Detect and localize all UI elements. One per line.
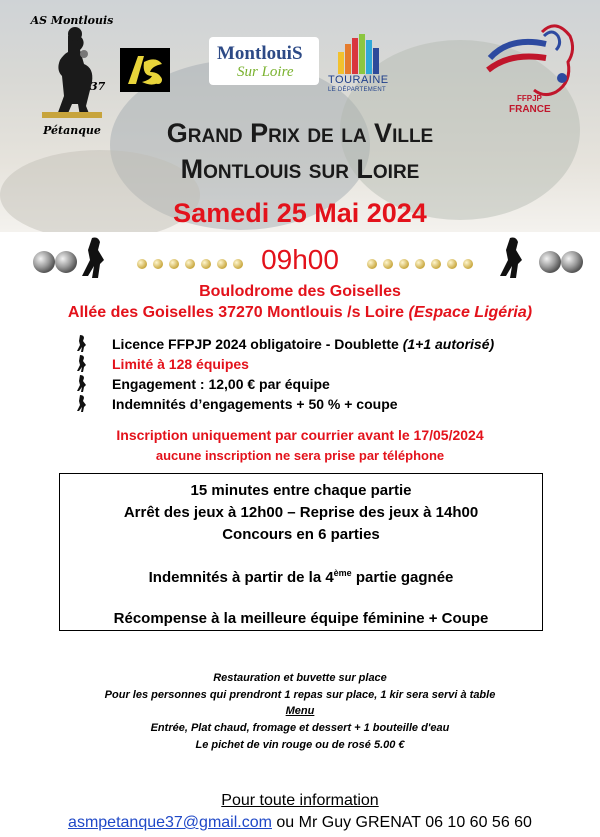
touraine-department-logo [328,34,396,96]
rule-text: Licence FFPJP 2024 obligatoire - Doublette [112,336,399,352]
schedule-break: Arrêt des jeux à 12h00 – Reprise des jeux à 14h00 [123,504,479,521]
schedule-rounds: Concours en 6 parties [222,526,380,543]
rule-text: Engagement : 12,00 € par équipe [112,376,330,392]
prize-rule-start: Indemnités à partir de la 4 [148,569,334,586]
wine-price: Le pichet de vin rouge ou de rosé 5.00 € [195,739,405,751]
rule-item [74,394,544,414]
menu-content: Entrée, Plat chaud, fromage et dessert + 1 bouteille d'eau [150,722,450,734]
prize-rule-ordinal: ème [333,568,352,578]
contact-separator: ou [276,814,295,831]
asp-black-logo [120,48,170,92]
contact-title: Pour toute information [221,792,379,809]
rule-text: Limité à 128 équipes [112,356,249,372]
club-logo-number: 37 [90,80,106,93]
rule-item [74,354,544,374]
event-date: Samedi 25 Mai 2024 [173,198,427,228]
contact-person: Mr Guy GRENAT 06 10 60 56 60 [298,814,532,831]
rules-list [74,334,544,414]
ffpjp-logo-name: FFPJP [517,94,542,103]
no-phone-notice: aucune inscription ne sera prise par téléphone [155,448,445,463]
registration-notice: Inscription uniquement par courrier avant le 17/05/2024 [116,427,484,443]
ffpjp-logo-country: FRANCE [509,104,551,115]
player-bullet-icon [74,375,90,393]
venue-name: Boulodrome des Goiselles [199,283,401,300]
schedule-women-award: Récompense à la meilleure équipe féminine + Coupe [113,610,489,627]
city-logo-name: MontlouiS [217,43,303,64]
club-logo-name-top: AS Montlouis [30,14,114,27]
player-bullet-icon [74,355,90,373]
event-title-line2: Montlouis sur Loire [180,154,420,184]
rule-item [74,374,544,394]
schedule-box [59,473,543,631]
ffpjp-federation-logo [484,18,580,122]
venue-address: Allée des Goiselles 37270 Montlouis /s Loire [67,304,405,321]
montlouis-city-logo [209,37,319,85]
rule-item [74,334,544,354]
player-bullet-icon [74,395,90,413]
prize-rule-end: partie gagnée [351,569,454,586]
catering-info: Restauration et buvette sur place [213,672,387,684]
contact-line [0,814,600,832]
touraine-logo-subtitle: LE DÉPARTEMENT [328,87,386,93]
schedule-prize-rule [60,568,542,586]
rule-text: Indemnités d’engagements + 50 % + coupe [112,396,398,412]
venue-address-line [0,304,600,322]
event-title-line1: Grand Prix de la Ville [166,118,434,148]
venue-address-note: (Espace Ligéria) [408,304,533,321]
event-start-time: 09h00 [261,244,339,275]
city-logo-subtitle: Sur Loire [237,64,294,80]
contact-email-link[interactable]: asmpetanque37@gmail.com [68,814,272,831]
touraine-color-bars-icon [328,34,396,74]
rule-note: (1+1 autorisé) [402,336,495,352]
asp-logo-mark [120,48,170,92]
kir-info: Pour les personnes qui prendront 1 repas sur place, 1 kir sera servi à table [104,689,496,701]
player-bullet-icon [74,335,90,353]
touraine-logo-name: TOURAINE [328,74,389,86]
schedule-interval: 15 minutes entre chaque partie [190,482,412,499]
club-logo-name-bottom: Pétanque [43,124,101,137]
menu-heading: Menu [285,705,315,717]
